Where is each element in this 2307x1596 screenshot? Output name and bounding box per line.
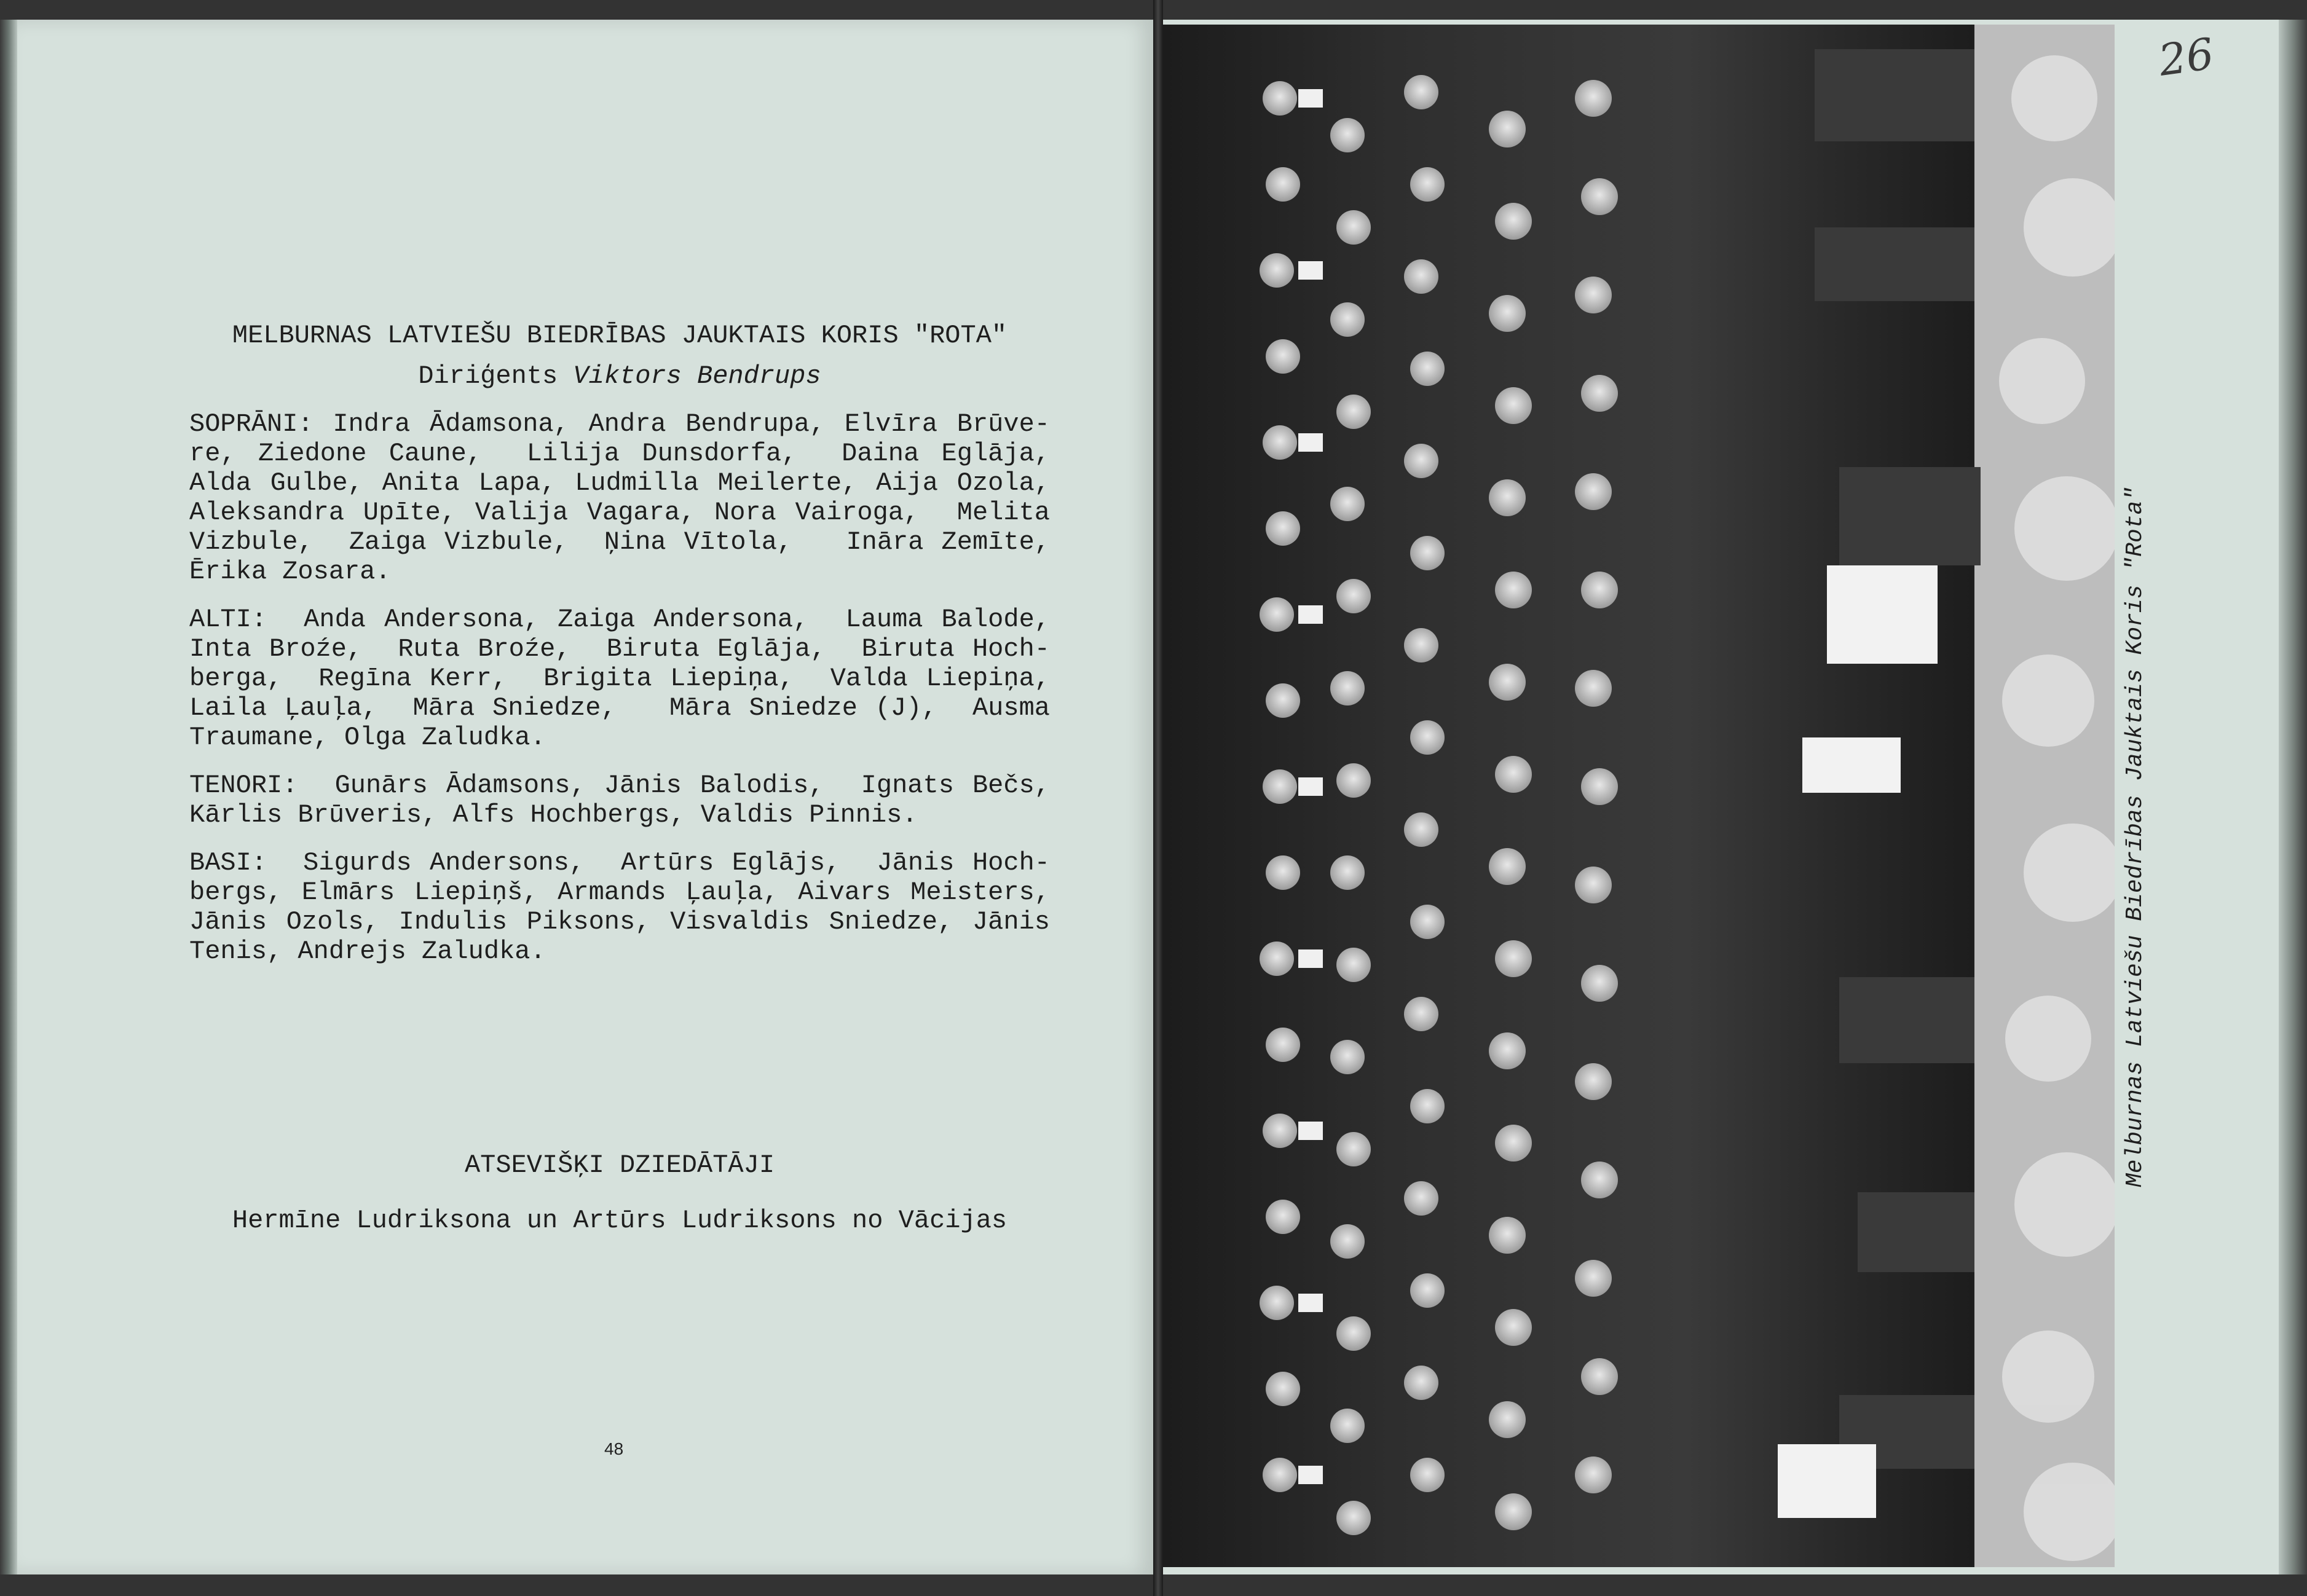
page-edge-right	[2279, 20, 2307, 1574]
choir-photograph	[1163, 25, 2115, 1567]
sopranos-list: SOPRĀNI: Indra Ādamsona, Andra Bendrupa, Elvīra Brūve-re, Ziedone Caune, Lilija Dunsdorfa, Daina Eglāja, Alda Gulbe, Anita Lapa, Ludmilla Meilerte, Aija Ozola, Aleksandra Upīte, Valija Vagara, Nora Vairoga, Melita Vizbule, Zaiga Vizbule, Ņina Vītola, Ināra Zemīte, Ērika Zosara.	[189, 409, 1066, 586]
left-page	[17, 20, 1153, 1574]
conductor-prefix: Diriģents	[418, 361, 574, 391]
choir-heading: MELBURNAS LATVIEŠU BIEDRĪBAS JAUKTAIS KORIS "ROTA"	[232, 321, 1008, 350]
soloists-title: ATSEVIŠĶI DZIEDĀTĀJI	[464, 1150, 775, 1180]
altos-list: ALTI: Anda Andersona, Zaiga Andersona, Lauma Balode, Inta Broźe, Ruta Broźe, Biruta Eglāja, Biruta Hoch-berga, Regīna Kerr, Brigita Liepiņa, Valda Liepiņa, Laila Ļauļa, Māra Sniedze, Māra Sniedze (J), Ausma Traumane, Olga Zaludka.	[189, 605, 1066, 752]
page-number: 48	[604, 1439, 624, 1458]
soloists-names: Hermīne Ludriksona un Artūrs Ludriksons no Vācijas	[232, 1206, 1008, 1235]
right-page	[1163, 20, 2279, 1574]
basses-list: BASI: Sigurds Andersons, Artūrs Eglājs, Jānis Hoch-bergs, Elmārs Liepiņš, Armands Ļauļa, Aivars Meisters, Jānis Ozols, Indulis Piksons, Visvaldis Sniedze, Jānis Tenis, Andrejs Zaludka.	[189, 848, 1066, 966]
conductor-name: Viktors Bendrups	[573, 361, 821, 391]
choir-text-block	[189, 321, 1066, 1235]
conductor-line	[189, 361, 1050, 391]
book-gutter	[1153, 0, 1163, 1596]
page-edge	[0, 20, 17, 1574]
photo-caption: Melburnas Latviešu Biedrības Jauktais Koris "Rota"	[2122, 486, 2148, 1187]
tenors-list: TENORI: Gunārs Ādamsons, Jānis Balodis, Ignats Bečs, Kārlis Brūveris, Alfs Hochbergs, Valdis Pinnis.	[189, 771, 1066, 830]
photo-illustration	[1163, 25, 2115, 1567]
handwritten-page-number: 26	[2155, 28, 2217, 86]
